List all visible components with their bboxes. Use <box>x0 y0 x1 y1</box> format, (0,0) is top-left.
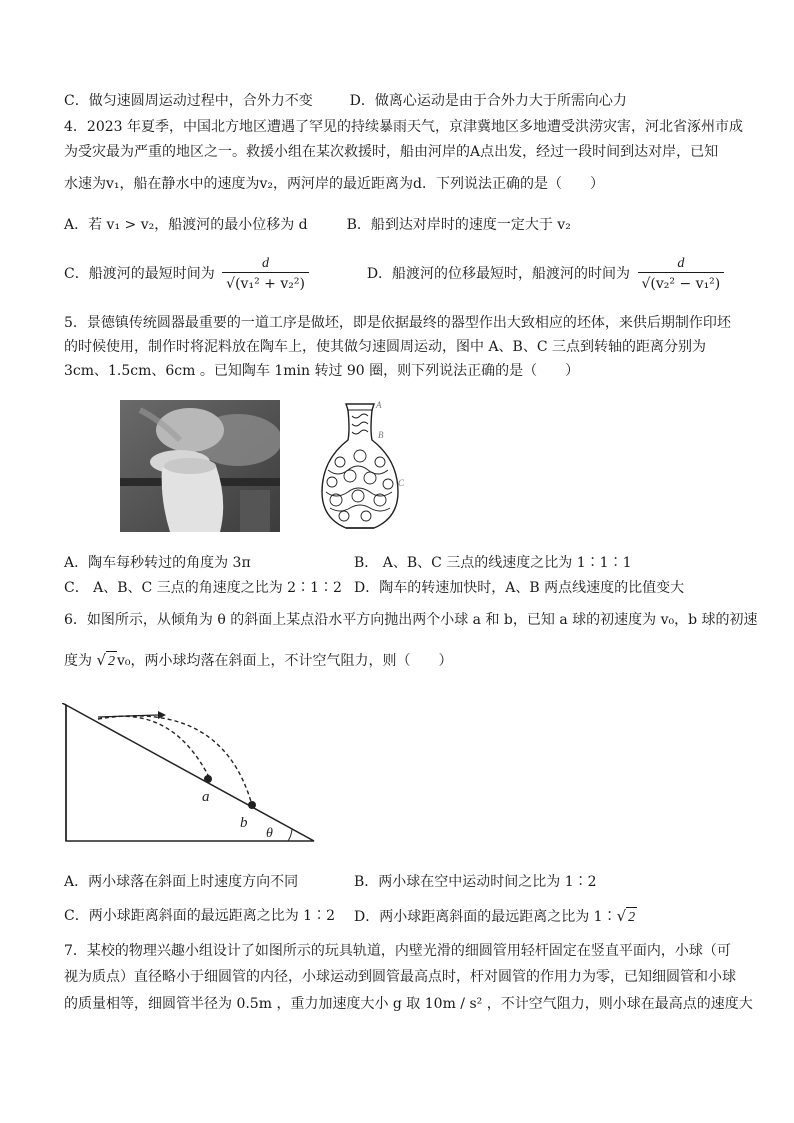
q6-stem-suffix: v₀，两小球均落在斜面上，不计空气阻力，则（ ） <box>117 653 453 669</box>
q4-option-b: B．船到达对岸时的速度一定大于 v₂ <box>346 217 571 233</box>
q3-option-d: D．做离心运动是由于合外力大于所需向心力 <box>349 93 627 109</box>
sqrt-symbol: √ <box>96 651 107 669</box>
q7-stem-line-1: 7．某校的物理兴趣小组设计了如图所示的玩具轨道，内壁光滑的细圆管用轻杆固定在竖直平面内，小球（可 <box>64 943 731 959</box>
q6-stem-line-1: 6．如图所示，从倾角为 θ 的斜面上某点沿水平方向抛出两个小球 a 和 b，已知 a 球的初速度为 v₀，b 球的初速 <box>64 612 758 628</box>
vase-diagram <box>314 400 406 536</box>
q5-stem-line-1: 5．景德镇传统圆器最重要的一道工序是做坯，即是依据最终的器型作出大致相应的坯体，来供后期制作印坯 <box>64 315 731 331</box>
vase-label-a: A <box>376 400 382 410</box>
label-a: a <box>202 789 210 805</box>
q7-stem-line-3: 的质量相等，细圆管半径为 0.5m ，重力加速度大小 g 取 10m / s² ，不计空气阻力，则小球在最高点的速度大 <box>64 996 753 1012</box>
q3-option-c: C．做匀速圆周运动过程中，合外力不变 <box>64 93 313 109</box>
q4-option-a: A．若 v₁ > v₂，船渡河的最小位移为 d <box>64 217 308 233</box>
q7-stem-line-2: 视为质点）直径略小于细圆管的内径，小球运动到圆管最高点时，杆对圆管的作用力为零，已知细圆管和小球 <box>64 969 736 985</box>
q5-stem-line-2: 的时候使用，制作时将泥料放在陶车上，使其做匀速圆周运动，图中 A、B、C 三点到转轴的距离分别为 <box>64 339 707 355</box>
ball-b <box>248 801 256 809</box>
incline-projectile-diagram <box>62 703 324 853</box>
vase-label-c: C <box>398 478 405 488</box>
label-b: b <box>240 815 248 831</box>
vase-label-b: B <box>378 430 384 440</box>
q6-option-a: A．两小球落在斜面上时速度方向不同 <box>64 874 299 890</box>
pottery-wheel-photo <box>120 400 280 532</box>
q4-option-d-denominator: √(v₂² − v₁²) <box>641 275 721 292</box>
q4-options-cd <box>64 254 727 294</box>
label-theta: θ <box>266 826 273 841</box>
sqrt-symbol: √ <box>616 907 627 925</box>
q5-option-a: A．陶车每秒转过的角度为 3π <box>64 555 251 571</box>
q6-option-d-text: D．两小球距离斜面的最远距离之比为 1∶ <box>354 909 617 925</box>
q6-stem-line-2 <box>64 650 453 672</box>
q6-option-d <box>354 906 637 928</box>
q4-option-d-fraction <box>638 256 725 293</box>
q6-option-c: C．两小球距离斜面的最远距离之比为 1∶2 <box>64 908 335 924</box>
ball-a <box>204 775 212 783</box>
q5-stem-line-3: 3cm、1.5cm、6cm 。已知陶车 1min 转过 90 圈，则下列说法正确的是（ ） <box>64 363 580 379</box>
q4-options-ab <box>64 215 571 235</box>
q3-line <box>64 91 627 111</box>
q6-option-d-radicand: 2 <box>626 907 637 928</box>
q6-stem-prefix: 度为 <box>64 653 92 669</box>
q5-option-d: D．陶车的转速加快时，A、B 两点线速度的比值变大 <box>354 580 685 596</box>
q5-option-c: C． A、B、C 三点的角速度之比为 2∶1∶2 <box>64 580 342 596</box>
q5-options-ab <box>64 553 251 573</box>
q4-option-c-fraction <box>222 256 309 293</box>
q4-option-d-numerator: d <box>638 256 725 273</box>
q4-option-c-denominator: √(v₁² + v₂²) <box>226 275 305 292</box>
q5-option-b: B． A、B、C 三点的线速度之比为 1∶1∶1 <box>354 555 632 571</box>
q4-option-d: D．船渡河的位移最短时，船渡河的时间为 <box>366 266 631 282</box>
q4-stem-line-3: 水速为v₁，船在静水中的速度为v₂，两河岸的最近距离为d．下列说法正确的是（ ） <box>64 176 605 192</box>
q6-option-b: B．两小球在空中运动时间之比为 1∶2 <box>354 874 597 890</box>
q4-option-c: C．船渡河的最短时间为 <box>64 266 215 282</box>
q4-stem-line-1: 4．2023 年夏季，中国北方地区遭遇了罕见的持续暴雨天气，京津冀地区多地遭受洪涝灾害，河北省涿州市成 <box>64 119 743 135</box>
q6-sqrt-radicand: 2 <box>106 651 117 672</box>
q4-option-c-numerator: d <box>222 256 309 273</box>
q4-stem-line-2: 为受灾最为严重的地区之一。救援小组在某次救援时，船由河岸的A点出发，经过一段时间到达对岸，已知 <box>64 144 719 160</box>
